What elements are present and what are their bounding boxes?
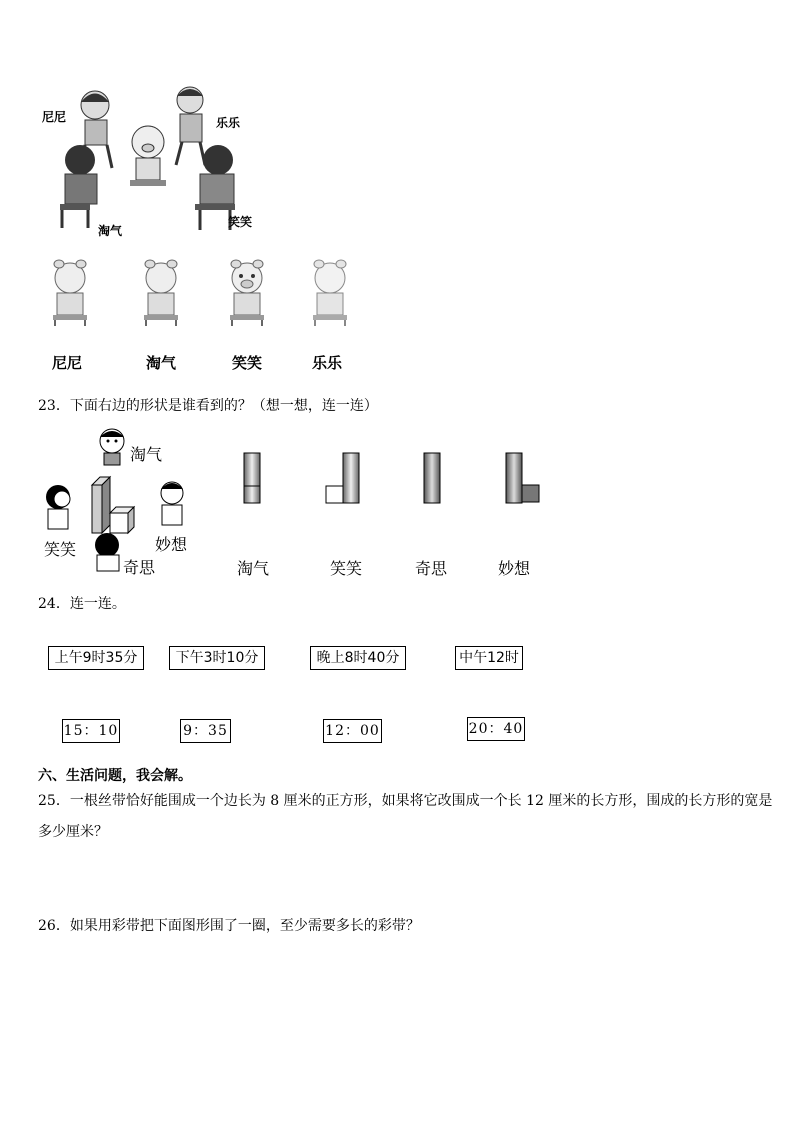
time-box-bottom-4: 20：40 xyxy=(467,717,525,741)
time-box-top-4: 中午12时 xyxy=(455,646,523,670)
view-label-3: 奇思 xyxy=(415,559,448,578)
view-shape-3 xyxy=(423,452,443,504)
view-shape-2 xyxy=(325,452,361,504)
view-label-1: 淘气 xyxy=(237,559,270,578)
blocks-label-miaoxiang: 妙想 xyxy=(155,535,188,554)
view-label-4: 妙想 xyxy=(498,559,531,578)
pig-view-2 xyxy=(136,260,186,326)
question-24: 24．连一连。 xyxy=(38,596,126,612)
question-25-line-1: 25．一根丝带恰好能围成一个边长为 8 厘米的正方形，如果将它改围成一个长 12 厘米的长方形，围成的长方形的宽是 xyxy=(38,793,773,809)
pig-view-label-3: 笑笑 xyxy=(232,354,263,372)
question-25-line-2: 多少厘米？ xyxy=(38,824,108,840)
blocks-label-xiaoxiao: 笑笑 xyxy=(44,540,77,559)
pig-view-1 xyxy=(45,260,95,326)
time-box-bottom-1: 15：10 xyxy=(62,719,120,743)
time-box-top-2: 下午3时10分 xyxy=(169,646,265,670)
question-26: 26．如果用彩带把下面图形围了一圈，至少需要多长的彩带？ xyxy=(38,918,420,934)
pig-view-4 xyxy=(305,260,355,326)
time-box-top-3: 晚上8时40分 xyxy=(310,646,406,670)
time-box-bottom-2: 9：35 xyxy=(180,719,231,743)
pig-view-label-1: 尼尼 xyxy=(52,354,83,372)
section-6-heading: 六、生活问题，我会解。 xyxy=(38,768,192,784)
blocks-label-qisi: 奇思 xyxy=(123,558,156,577)
time-box-bottom-3: 12：00 xyxy=(323,719,382,743)
time-box-top-1: 上午9时35分 xyxy=(48,646,144,670)
scene-label-lele: 乐乐 xyxy=(216,116,241,130)
question-23: 23．下面右边的形状是谁看到的？（想一想，连一连） xyxy=(38,398,378,414)
pig-view-3 xyxy=(222,260,272,326)
scene-label-nini: 尼尼 xyxy=(42,110,67,124)
pig-view-label-2: 淘气 xyxy=(146,354,177,372)
scene-label-xiaoxiao: 笑笑 xyxy=(228,215,253,229)
view-shape-4 xyxy=(505,452,543,504)
blocks-label-taoqi: 淘气 xyxy=(130,445,163,464)
view-label-2: 笑笑 xyxy=(330,559,363,578)
pig-view-label-4: 乐乐 xyxy=(312,354,343,372)
view-shape-1 xyxy=(243,452,263,504)
scene-label-taoqi: 淘气 xyxy=(98,224,123,238)
